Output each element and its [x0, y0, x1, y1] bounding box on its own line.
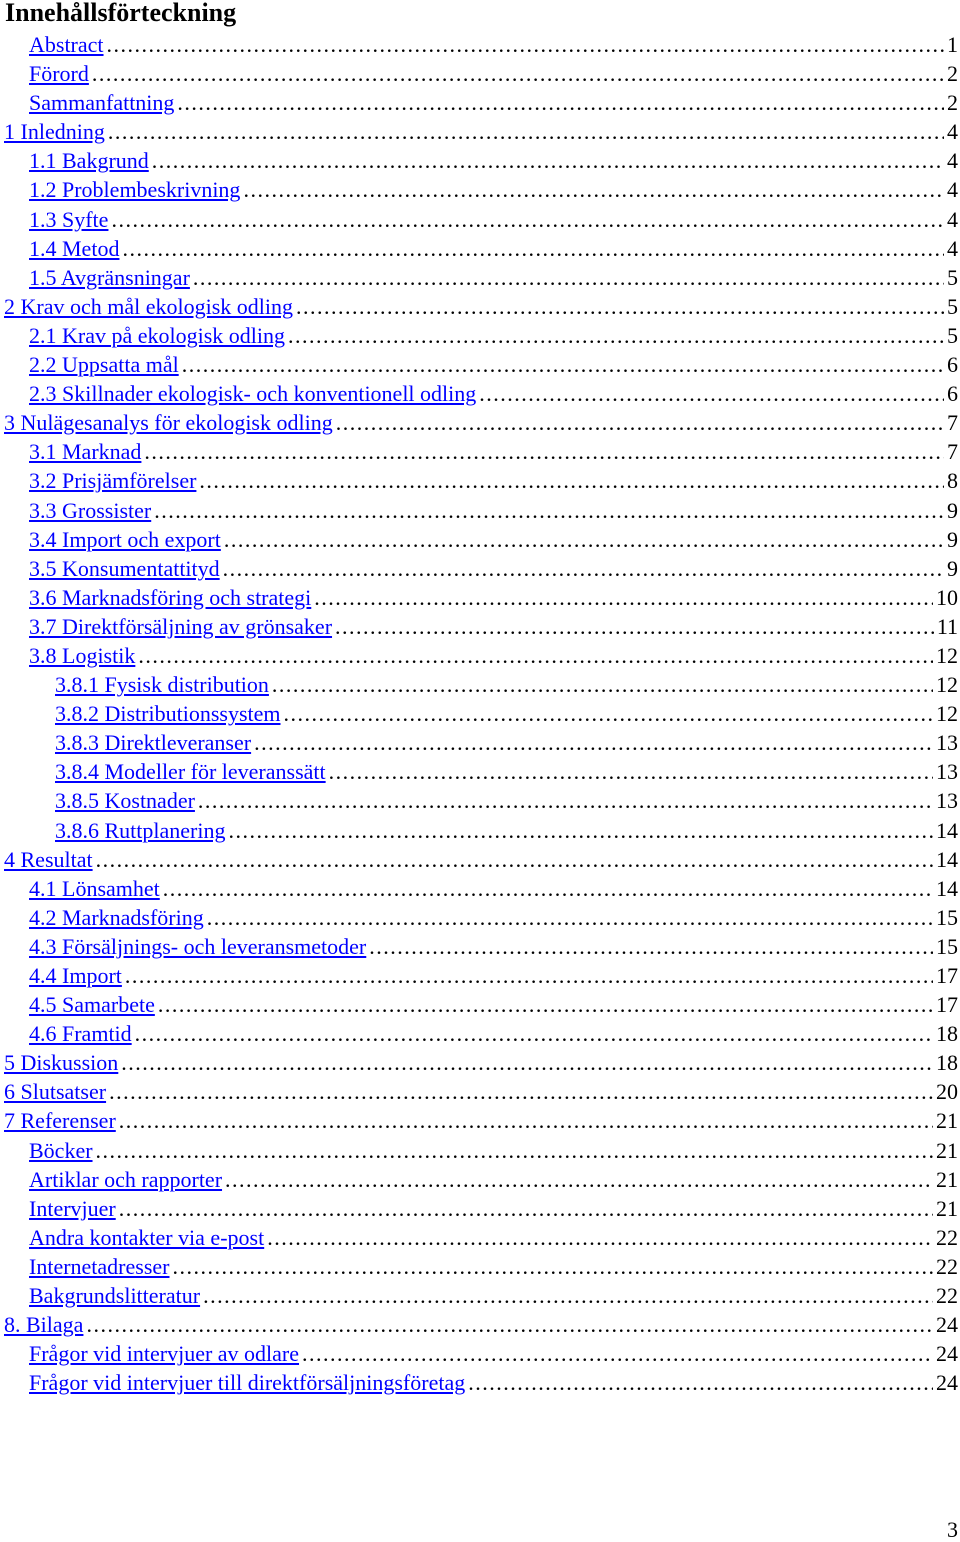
toc-entry-page-number: 21	[936, 1195, 958, 1221]
toc-entry[interactable]	[0, 1165, 960, 1194]
dot-leader	[111, 205, 944, 234]
toc-entry-page-number: 4	[947, 148, 958, 174]
toc-entry-link[interactable]: 3.4 Import och export	[29, 526, 221, 552]
toc-entry[interactable]	[0, 1048, 960, 1077]
toc-entry[interactable]	[0, 1106, 960, 1135]
toc-entry[interactable]	[0, 30, 960, 59]
toc-entry-link[interactable]: 3.8.3 Direktleveranser	[55, 730, 252, 756]
dot-leader	[329, 757, 933, 786]
toc-entry-page-number: 5	[947, 293, 958, 319]
toc-entry[interactable]	[0, 1252, 960, 1281]
toc-entry-page-number: 4	[947, 177, 958, 203]
dot-leader	[144, 437, 944, 466]
dot-leader	[86, 1310, 933, 1339]
dot-leader	[96, 845, 933, 874]
toc-entry-page-number: 20	[936, 1079, 958, 1105]
toc-entry[interactable]	[0, 205, 960, 234]
toc-entry[interactable]	[0, 786, 960, 815]
dot-leader	[182, 350, 944, 379]
toc-entry-page-number: 15	[936, 933, 958, 959]
toc-entry-page-number: 13	[936, 759, 958, 785]
toc-entry[interactable]	[0, 59, 960, 88]
toc-entry[interactable]	[0, 117, 960, 146]
toc-entry-page-number: 12	[936, 642, 958, 668]
toc-entry-page-number: 9	[947, 526, 958, 552]
toc-entry-page-number: 22	[936, 1283, 958, 1309]
toc-entry-link[interactable]: 4 Resultat	[4, 846, 93, 872]
toc-entry[interactable]	[0, 1339, 960, 1368]
toc-entry-page-number: 8	[947, 468, 958, 494]
toc-entry[interactable]	[0, 1368, 960, 1397]
dot-leader	[207, 903, 933, 932]
dot-leader	[243, 175, 944, 204]
toc-entry-link[interactable]: 3.3 Grossister	[29, 497, 152, 523]
toc-entry-link[interactable]: 3.8.4 Modeller för leveranssätt	[55, 759, 326, 785]
toc-entry-link[interactable]: 2.2 Uppsatta mål	[29, 352, 179, 378]
dot-leader	[336, 408, 944, 437]
toc-entry[interactable]	[0, 1310, 960, 1339]
toc-entry[interactable]	[0, 554, 960, 583]
table-of-contents	[0, 30, 960, 1397]
toc-entry-page-number: 12	[936, 701, 958, 727]
toc-entry-page-number: 22	[936, 1253, 958, 1279]
toc-entry-link[interactable]: Internetadresser	[29, 1253, 170, 1279]
toc-entry-page-number: 11	[936, 613, 958, 639]
toc-entry[interactable]	[0, 263, 960, 292]
toc-entry[interactable]	[0, 1281, 960, 1310]
toc-entry-link[interactable]: 4.5 Samarbete	[29, 992, 155, 1018]
toc-entry-link[interactable]: 3.5 Konsumentattityd	[29, 555, 220, 581]
toc-entry-link[interactable]: Frågor vid intervjuer av odlare	[29, 1341, 300, 1367]
toc-entry-link[interactable]: 4.4 Import	[29, 963, 122, 988]
toc-entry-link[interactable]: 2.3 Skillnader ekologisk- och konventionell odling	[29, 381, 477, 407]
dot-leader	[369, 932, 933, 961]
dot-leader	[272, 670, 933, 699]
toc-entry[interactable]	[0, 699, 960, 728]
toc-entry[interactable]	[0, 175, 960, 204]
dot-leader	[119, 1106, 933, 1135]
toc-entry-link[interactable]: 2.1 Krav på ekologisk odling	[29, 322, 286, 348]
toc-entry-page-number: 18	[936, 1050, 958, 1076]
toc-entry-link[interactable]: 2 Krav och mål ekologisk odling	[4, 293, 294, 319]
toc-entry[interactable]	[0, 903, 960, 932]
toc-entry[interactable]	[0, 961, 960, 990]
toc-entry-page-number: 5	[947, 322, 958, 348]
toc-entry[interactable]	[0, 612, 960, 641]
dot-leader	[225, 1165, 933, 1194]
toc-entry[interactable]	[0, 321, 960, 350]
toc-entry-page-number: 24	[936, 1370, 958, 1396]
toc-entry-page-number: 13	[936, 730, 958, 756]
toc-entry[interactable]	[0, 350, 960, 379]
toc-entry[interactable]	[0, 990, 960, 1019]
toc-entry-page-number: 1	[947, 32, 958, 57]
dot-leader	[108, 117, 944, 146]
toc-entry-page-number: 17	[936, 963, 958, 988]
toc-entry-page-number: 18	[936, 1021, 958, 1047]
toc-entry-page-number: 14	[936, 817, 958, 843]
toc-entry-page-number: 9	[947, 497, 958, 523]
toc-entry-link[interactable]: 7 Referenser	[4, 1108, 116, 1134]
toc-entry[interactable]	[0, 932, 960, 961]
toc-entry[interactable]	[0, 1223, 960, 1252]
dot-leader	[296, 292, 944, 321]
toc-entry[interactable]	[0, 437, 960, 466]
toc-entry-page-number: 10	[936, 584, 958, 610]
dot-leader	[122, 234, 944, 263]
page-number: 3	[947, 1517, 958, 1542]
page-title: Innehållsförteckning	[5, 0, 237, 27]
dot-leader	[92, 59, 944, 88]
toc-entry-link[interactable]: Intervjuer	[29, 1195, 116, 1221]
toc-entry-page-number: 21	[936, 1108, 958, 1134]
dot-leader	[302, 1339, 933, 1368]
toc-entry-link[interactable]: 1.5 Avgränsningar	[29, 264, 190, 290]
toc-entry[interactable]	[0, 88, 960, 117]
toc-entry-page-number: 7	[947, 410, 958, 436]
dot-leader	[203, 1281, 933, 1310]
toc-entry-link[interactable]: 4.3 Försäljnings- och leveransmetoder	[29, 933, 367, 959]
toc-entry-link[interactable]: 8. Bilaga	[4, 1312, 84, 1338]
toc-entry[interactable]	[0, 525, 960, 554]
toc-entry-link[interactable]: 1.4 Metod	[29, 235, 120, 261]
toc-entry[interactable]	[0, 816, 960, 845]
toc-entry[interactable]	[0, 757, 960, 786]
dot-leader	[177, 88, 944, 117]
dot-leader	[199, 466, 944, 495]
toc-entry[interactable]	[0, 583, 960, 612]
toc-entry-link[interactable]: 4.6 Framtid	[29, 1021, 132, 1047]
toc-entry-page-number: 14	[936, 846, 958, 872]
dot-leader	[121, 1048, 933, 1077]
toc-entry-link[interactable]: 3.8.5 Kostnader	[55, 788, 195, 814]
toc-entry-page-number: 9	[947, 555, 958, 581]
toc-entry-link[interactable]: 3.8.1 Fysisk distribution	[55, 672, 269, 698]
dot-leader	[468, 1368, 933, 1397]
dot-leader	[193, 263, 944, 292]
dot-leader	[138, 641, 933, 670]
toc-entry-link[interactable]: Förord	[29, 61, 89, 87]
toc-entry-link[interactable]: 3.7 Direktförsäljning av grönsaker	[29, 613, 333, 639]
toc-entry-link[interactable]: Artiklar och rapporter	[29, 1166, 223, 1192]
toc-entry-link[interactable]: 4.2 Marknadsföring	[29, 904, 204, 930]
toc-entry-page-number: 15	[936, 904, 958, 930]
toc-entry-page-number: 14	[936, 875, 958, 901]
toc-entry-link[interactable]: 4.1 Lönsamhet	[29, 875, 160, 901]
dot-leader	[314, 583, 933, 612]
toc-entry-link[interactable]: 3.8 Logistik	[29, 642, 136, 668]
toc-entry-link[interactable]: Andra kontakter via e-post	[29, 1224, 265, 1250]
toc-entry-link[interactable]: 3.6 Marknadsföring och strategi	[29, 584, 312, 610]
toc-entry-link[interactable]: Böcker	[29, 1137, 93, 1163]
toc-entry-page-number: 21	[936, 1166, 958, 1192]
dot-leader	[335, 612, 934, 641]
dot-leader	[284, 699, 933, 728]
toc-entry-page-number: 4	[947, 119, 958, 145]
toc-entry-link[interactable]: 3 Nulägesanalys för ekologisk odling	[4, 410, 333, 436]
toc-entry-link[interactable]: 1.1 Bakgrund	[29, 148, 149, 174]
toc-entry-page-number: 24	[936, 1312, 958, 1338]
toc-entry[interactable]	[0, 496, 960, 525]
toc-entry-link[interactable]: 1 Inledning	[4, 119, 105, 145]
dot-leader	[254, 728, 933, 757]
dot-leader	[152, 146, 944, 175]
toc-entry-page-number: 7	[947, 439, 958, 465]
toc-entry-page-number: 4	[947, 235, 958, 261]
toc-entry-page-number: 13	[936, 788, 958, 814]
toc-entry-link[interactable]: 5 Diskussion	[4, 1050, 119, 1076]
toc-entry[interactable]	[0, 146, 960, 175]
dot-leader	[135, 1019, 933, 1048]
toc-entry-page-number: 6	[947, 352, 958, 378]
toc-entry[interactable]	[0, 1077, 960, 1106]
toc-entry-page-number: 12	[936, 672, 958, 698]
toc-entry-page-number: 2	[947, 90, 958, 116]
toc-entry-link[interactable]: 3.1 Marknad	[29, 439, 142, 465]
dot-leader	[163, 874, 933, 903]
toc-entry[interactable]	[0, 1019, 960, 1048]
toc-entry-link[interactable]: 6 Slutsatser	[4, 1079, 107, 1105]
toc-entry[interactable]	[0, 408, 960, 437]
toc-entry-page-number: 22	[936, 1224, 958, 1250]
toc-entry-link[interactable]: Sammanfattning	[29, 90, 175, 116]
toc-entry[interactable]	[0, 466, 960, 495]
dot-leader	[288, 321, 944, 350]
toc-entry-page-number: 5	[947, 264, 958, 290]
toc-entry[interactable]	[0, 874, 960, 903]
dot-leader	[109, 1077, 933, 1106]
dot-leader	[228, 816, 933, 845]
toc-entry[interactable]	[0, 641, 960, 670]
dot-leader	[96, 1136, 933, 1165]
toc-entry-link[interactable]: 3.2 Prisjämförelser	[29, 468, 197, 494]
toc-entry-link[interactable]: 3.8.2 Distributionssystem	[55, 701, 281, 727]
dot-leader	[119, 1194, 933, 1223]
dot-leader	[125, 961, 933, 990]
toc-entry-link[interactable]: 1.3 Syfte	[29, 206, 109, 232]
toc-entry[interactable]	[0, 1194, 960, 1223]
toc-entry-link[interactable]: 3.8.6 Ruttplanering	[55, 817, 226, 843]
dot-leader	[107, 30, 944, 59]
dot-leader	[198, 786, 933, 815]
dot-leader	[223, 554, 944, 583]
toc-entry[interactable]	[0, 728, 960, 757]
dot-leader	[154, 496, 944, 525]
toc-entry-page-number: 2	[947, 61, 958, 87]
toc-entry[interactable]	[0, 379, 960, 408]
toc-entry[interactable]	[0, 292, 960, 321]
dot-leader	[479, 379, 944, 408]
toc-entry[interactable]	[0, 234, 960, 263]
toc-entry-page-number: 21	[936, 1137, 958, 1163]
toc-entry-link[interactable]: Bakgrundslitteratur	[29, 1283, 201, 1309]
dot-leader	[224, 525, 944, 554]
toc-entry[interactable]	[0, 1136, 960, 1165]
toc-entry-link[interactable]: Frågor vid intervjuer till direktförsäljningsföretag	[29, 1370, 466, 1396]
dot-leader	[158, 990, 933, 1019]
toc-entry-link[interactable]: Abstract	[29, 32, 104, 57]
toc-entry[interactable]	[0, 845, 960, 874]
toc-entry-page-number: 6	[947, 381, 958, 407]
toc-entry-page-number: 24	[936, 1341, 958, 1367]
toc-entry-link[interactable]: 1.2 Problembeskrivning	[29, 177, 241, 203]
toc-entry[interactable]	[0, 670, 960, 699]
toc-entry-page-number: 4	[947, 206, 958, 232]
toc-entry-page-number: 17	[936, 992, 958, 1018]
dot-leader	[267, 1223, 933, 1252]
dot-leader	[172, 1252, 933, 1281]
